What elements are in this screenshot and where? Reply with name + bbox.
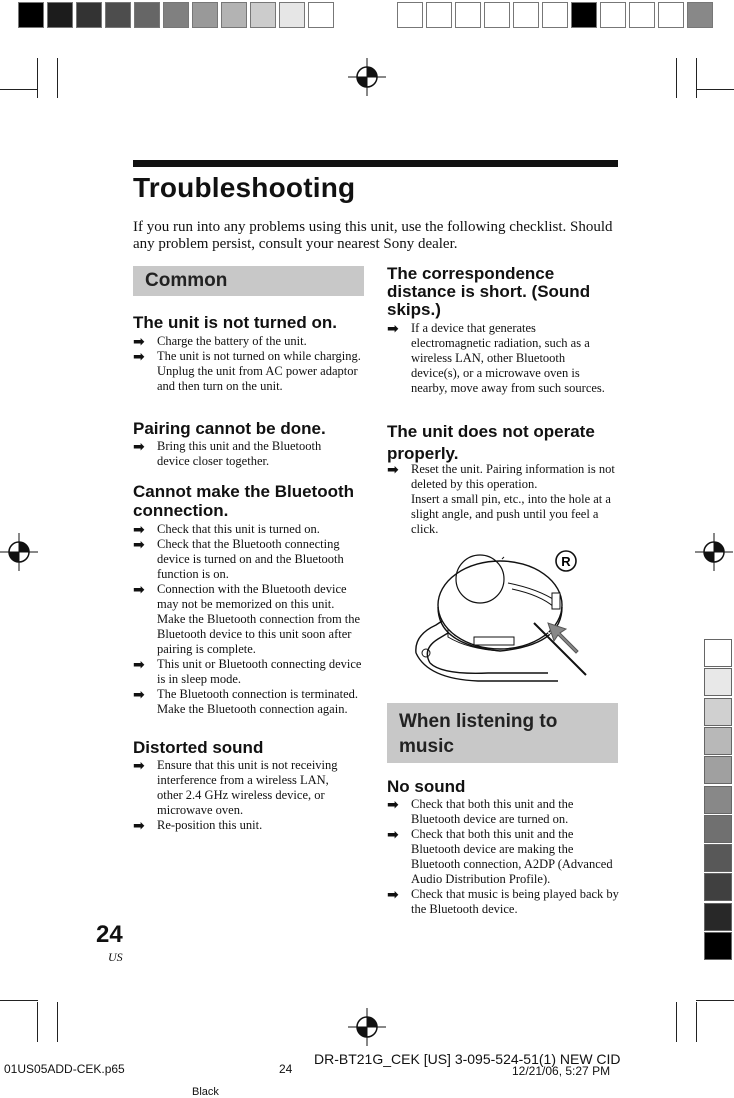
color-swatch [704, 756, 732, 784]
list-item: ➡ The Bluetooth connection is terminated. Make the Bluetooth connection again. [133, 687, 358, 716]
registration-target-icon [0, 533, 38, 571]
list-not-operate [387, 462, 617, 492]
heading-not-operate: The unit does not operate properly. [387, 422, 595, 463]
arrow-icon: ➡ [387, 462, 399, 478]
color-swatch [629, 2, 655, 28]
arrow-icon: ➡ [133, 439, 145, 455]
color-swatch [18, 2, 44, 28]
color-swatch [704, 668, 732, 696]
color-swatch [687, 2, 713, 28]
color-swatch [105, 2, 131, 28]
color-swatch [600, 2, 626, 28]
heading-distorted-sound: Distorted sound [133, 738, 264, 757]
arrow-icon: ➡ [133, 657, 145, 673]
list-item: ➡ Check that the Bluetooth connecting device is turned on and the Bluetooth function is on. [133, 537, 344, 581]
list-pairing [133, 439, 353, 469]
color-swatch [47, 2, 73, 28]
footer-datetime: 12/21/06, 5:27 PM [512, 1064, 611, 1078]
page-number-suffix: US [108, 950, 123, 964]
color-swatch [250, 2, 276, 28]
color-swatch [704, 932, 732, 960]
intro-text: If you run into any problems using this unit, use the following checklist. Should any problem persist, consult your nearest Sony dealer. [133, 219, 613, 252]
color-swatch [704, 873, 732, 901]
list-distorted-sound [133, 758, 357, 833]
list-item: ➡ If a device that generates electromagnetic radiation, such as a wireless LAN, other Bluetooth device(s), or a microwave oven is nearby, move away from such sources. [387, 321, 605, 395]
color-swatch [513, 2, 539, 28]
list-item: ➡ This unit or Bluetooth connecting device is in sleep mode. [133, 657, 362, 686]
color-swatch [279, 2, 305, 28]
page-number: 24 [96, 921, 123, 948]
color-swatch [704, 844, 732, 872]
list-item: ➡ Bring this unit and the Bluetooth device closer together. [133, 439, 322, 468]
list-not-turned-on [133, 334, 365, 394]
list-no-sound [387, 797, 619, 917]
page-title: Troubleshooting [133, 172, 356, 203]
color-swatch [704, 727, 732, 755]
arrow-icon: ➡ [133, 687, 145, 703]
color-swatch [455, 2, 481, 28]
svg-text:R: R [561, 554, 571, 569]
registration-target-icon [348, 1008, 386, 1046]
arrow-icon: ➡ [387, 887, 399, 903]
list-item: ➡ Connection with the Bluetooth device may not be memorized on this unit. Make the Bluetooth connection from the Bluetooth device to this unit soon after pairing is complete. [133, 582, 361, 656]
list-item: ➡ Charge the battery of the unit. [133, 334, 307, 350]
color-swatch [134, 2, 160, 28]
color-swatch [704, 639, 732, 667]
color-swatch [704, 698, 732, 726]
registration-target-icon [348, 58, 386, 96]
heading-pairing: Pairing cannot be done. [133, 419, 326, 438]
arrow-icon: ➡ [387, 321, 399, 337]
heading-distance-short: The correspondence distance is short. (Sound skips.) [387, 264, 591, 319]
arrow-icon: ➡ [133, 349, 145, 365]
list-item: ➡ Check that both this unit and the Bluetooth device are making the Bluetooth connection, A2DP (Advanced Audio Distribution Profile). [387, 827, 613, 886]
color-swatch [704, 903, 732, 931]
list-item: ➡ The unit is not turned on while charging. Unplug the unit from AC power adaptor and then turn on the unit. [133, 349, 361, 393]
heading-bluetooth-connection: Cannot make the Bluetooth connection. [133, 482, 355, 520]
list-item: ➡ Check that music is being played back by the Bluetooth device. [387, 887, 619, 916]
arrow-icon: ➡ [133, 537, 145, 553]
registration-target-icon [695, 533, 733, 571]
color-swatch [704, 815, 732, 843]
color-swatch [221, 2, 247, 28]
list-bluetooth-connection [133, 522, 365, 717]
title-rule [133, 160, 618, 167]
footer-doc-id: DR-BT21G_CEK [US] 3-095-524-51(1) NEW CID [314, 1051, 621, 1067]
arrow-icon: ➡ [387, 797, 399, 813]
list-item: ➡ Check that this unit is turned on. [133, 522, 320, 538]
arrow-icon: ➡ [133, 758, 145, 774]
arrow-icon: ➡ [133, 522, 145, 538]
footer-page: 24 [279, 1062, 293, 1076]
list-item: ➡ Re-position this unit. [133, 818, 263, 834]
color-swatch [658, 2, 684, 28]
section-band-music: When listening to music [387, 703, 618, 763]
footer-plate: Black [192, 1086, 219, 1098]
footer-file: 01US05ADD-CEK.p65 [4, 1062, 125, 1076]
color-swatch [484, 2, 510, 28]
arrow-icon: ➡ [133, 582, 145, 598]
arrow-icon: ➡ [133, 334, 145, 350]
color-swatch [163, 2, 189, 28]
list-distance-short [387, 321, 615, 396]
color-swatch [76, 2, 102, 28]
color-swatch [542, 2, 568, 28]
color-swatch [426, 2, 452, 28]
color-swatch [192, 2, 218, 28]
arrow-icon: ➡ [133, 818, 145, 834]
color-swatch [397, 2, 423, 28]
heading-no-sound: No sound [387, 777, 466, 796]
registered-mark-icon [553, 548, 579, 574]
color-swatch [308, 2, 334, 28]
reset-note: Insert a small pin, etc., into the hole at a slight angle, and push until you feel a click. [411, 492, 611, 536]
color-swatch [571, 2, 597, 28]
list-item: ➡ Reset the unit. Pairing information is not deleted by this operation. [387, 462, 615, 491]
arrow-icon: ➡ [387, 827, 399, 843]
section-band-common: Common [133, 266, 364, 296]
list-item: ➡ Ensure that this unit is not receiving interference from a wireless LAN, other 2.4 GHz wireless device, or microwave oven. [133, 758, 338, 817]
heading-not-turned-on: The unit is not turned on. [133, 313, 337, 332]
color-swatch [704, 786, 732, 814]
list-item: ➡ Check that both this unit and the Bluetooth device are turned on. [387, 797, 574, 826]
